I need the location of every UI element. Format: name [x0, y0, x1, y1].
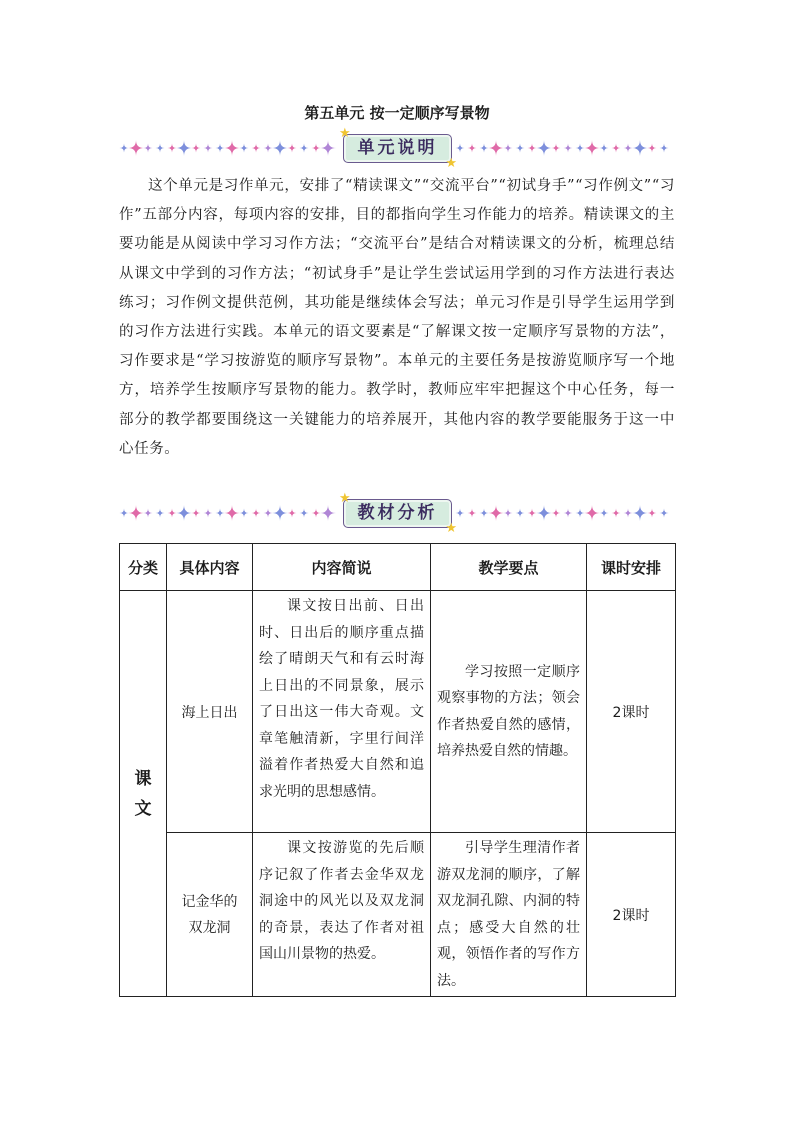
sparkle-icon — [204, 509, 213, 518]
sparkle-icon — [624, 144, 633, 153]
header-hours: 课时安排 — [587, 544, 676, 591]
teaching-points-cell: 学习按照一定顺序观察事物的方法；领会作者热爱自然的感情，培养热爱自然的情趣。 — [431, 591, 587, 833]
sparkle-icon — [216, 509, 225, 518]
sparkle-icon — [120, 144, 129, 153]
sparkle-icon — [576, 144, 585, 153]
sparkle-icon — [312, 509, 321, 518]
sparkle-icon — [224, 140, 240, 156]
sparkle-icon — [632, 505, 648, 521]
sparkle-icon — [320, 505, 336, 521]
sparkle-icon — [264, 509, 273, 518]
sparkle-icon — [240, 144, 249, 153]
sparkle-icon — [468, 144, 477, 153]
sparkle-icon — [552, 144, 561, 153]
category-cell: 课 文 — [120, 591, 167, 997]
sparkle-icon — [504, 144, 513, 153]
sparkle-icon — [660, 144, 669, 153]
sparkle-icon — [204, 144, 213, 153]
sparkle-icon — [528, 509, 537, 518]
sparkle-icon — [176, 140, 192, 156]
star-icon: ★ — [445, 521, 457, 536]
sparkle-icon — [300, 509, 309, 518]
section-banner-unit-description — [339, 126, 457, 171]
sparkle-icon — [192, 509, 201, 518]
hours-cell: 2课时 — [587, 833, 676, 997]
sparkle-icon — [612, 509, 621, 518]
star-icon: ★ — [339, 491, 351, 506]
summary-cell: 课文按游览的先后顺序记叙了作者去金华双龙洞途中的风光以及双龙洞的奇景，表达了作者对祖国山川景物的热爱。 — [253, 833, 431, 997]
sparkle-icon — [648, 509, 657, 518]
sparkle-icon — [144, 144, 153, 153]
sparkle-icon — [128, 505, 144, 521]
sparkle-icon — [584, 505, 600, 521]
star-icon: ★ — [445, 156, 457, 171]
sparkle-icon — [564, 144, 573, 153]
sparkle-icon — [552, 509, 561, 518]
sparkle-icon — [252, 509, 261, 518]
sparkle-icon — [456, 509, 465, 518]
sparkle-icon — [128, 140, 144, 156]
sparkle-icon — [168, 509, 177, 518]
hours-cell: 2课时 — [587, 591, 676, 833]
table-row — [120, 833, 676, 997]
sparkle-icon — [272, 140, 288, 156]
sparkle-icon — [536, 140, 552, 156]
sparkle-icon — [536, 505, 552, 521]
table-header-row — [120, 544, 676, 591]
material-analysis-table — [119, 543, 676, 997]
sparkle-icon — [264, 144, 273, 153]
sparkle-icon — [288, 509, 297, 518]
sparkle-icon — [144, 509, 153, 518]
sparkle-icon — [176, 505, 192, 521]
content-cell: 海上日出 — [167, 591, 253, 833]
sparkle-icon — [584, 140, 600, 156]
sparkle-icon — [468, 509, 477, 518]
section-banner-text: 单元说明 — [357, 138, 438, 158]
sparkle-icon — [624, 509, 633, 518]
sparkle-icon — [192, 144, 201, 153]
header-category: 分类 — [120, 544, 167, 591]
sparkle-icon — [504, 509, 513, 518]
teaching-points-cell: 引导学生理清作者游双龙洞的顺序，了解双龙洞孔隙、内洞的特点；感受大自然的壮观，领悟作者的写作方法。 — [431, 833, 587, 997]
sparkle-icon — [240, 509, 249, 518]
header-summary: 内容简说 — [253, 544, 431, 591]
table-row — [120, 591, 676, 833]
sparkle-icon — [300, 144, 309, 153]
section-banner-text: 教材分析 — [357, 503, 438, 523]
sparkle-icon — [632, 140, 648, 156]
sparkle-icon — [252, 144, 261, 153]
sparkle-icon — [564, 509, 573, 518]
sparkle-icon — [516, 509, 525, 518]
sparkle-icon — [516, 144, 525, 153]
sparkle-icon — [648, 144, 657, 153]
summary-cell: 课文按日出前、日出时、日出后的顺序重点描绘了晴朗天气和有云时海上日出的不同景象，展示了日出这一伟大奇观。文章笔触清新，字里行间洋溢着作者热爱大自然和追求光明的思想感情。 — [253, 591, 431, 833]
sparkle-icon — [576, 509, 585, 518]
sparkle-icon — [456, 144, 465, 153]
header-teaching-points: 教学要点 — [431, 544, 587, 591]
sparkle-icon — [480, 509, 489, 518]
sparkle-icon — [120, 509, 129, 518]
sparkle-icon — [600, 144, 609, 153]
sparkle-icon — [480, 144, 489, 153]
unit-description-paragraph: 这个单元是习作单元，安排了“精读课文”“交流平台”“初试身手”“习作例文”“习作”五部分内容，每项内容的安排，目的都指向学生习作能力的培养。精读课文的主要功能是从阅读中学习习作方法；“交流平台”是结合对精读课文的分析，梳理总结从课文中学到的习作方法；“初试身手”是让学生尝试运用学到的习作方法进行表达练习；习作例文提供范例，其功能是继续体会写法；单元习作是引导学生运用学到的习作方法进行实践。本单元的语文要素是“了解课文按一定顺序写景物的方法”， 习作要求是“学习按游览的顺序写景物”。本单元的主要任务是按游览顺序写一个地方，培养学生按顺序写景物的能力。教学时，教师应牢牢把握这个中心任务，每一部分的教学都要围绕这一关键能力的培养展开，其他内容的教学要能服务于这一中心任务。 — [119, 178, 675, 457]
sparkle-icon — [168, 144, 177, 153]
sparkle-icon — [660, 509, 669, 518]
sparkle-icon — [612, 144, 621, 153]
sparkle-icon — [224, 505, 240, 521]
star-icon: ★ — [339, 126, 351, 141]
sparkle-icon — [600, 509, 609, 518]
sparkle-icon — [528, 144, 537, 153]
section-banner-material-analysis — [339, 491, 457, 536]
content-cell: 记金华的双龙洞 — [167, 833, 253, 997]
sparkle-icon — [288, 144, 297, 153]
sparkle-icon — [272, 505, 288, 521]
sparkle-icon — [156, 509, 165, 518]
sparkle-icon — [320, 140, 336, 156]
sparkle-icon — [216, 144, 225, 153]
page-title: 第五单元 按一定顺序写景物 — [304, 104, 490, 122]
sparkle-icon — [156, 144, 165, 153]
sparkle-icon — [488, 140, 504, 156]
sparkle-icon — [488, 505, 504, 521]
header-content: 具体内容 — [167, 544, 253, 591]
sparkle-icon — [312, 144, 321, 153]
